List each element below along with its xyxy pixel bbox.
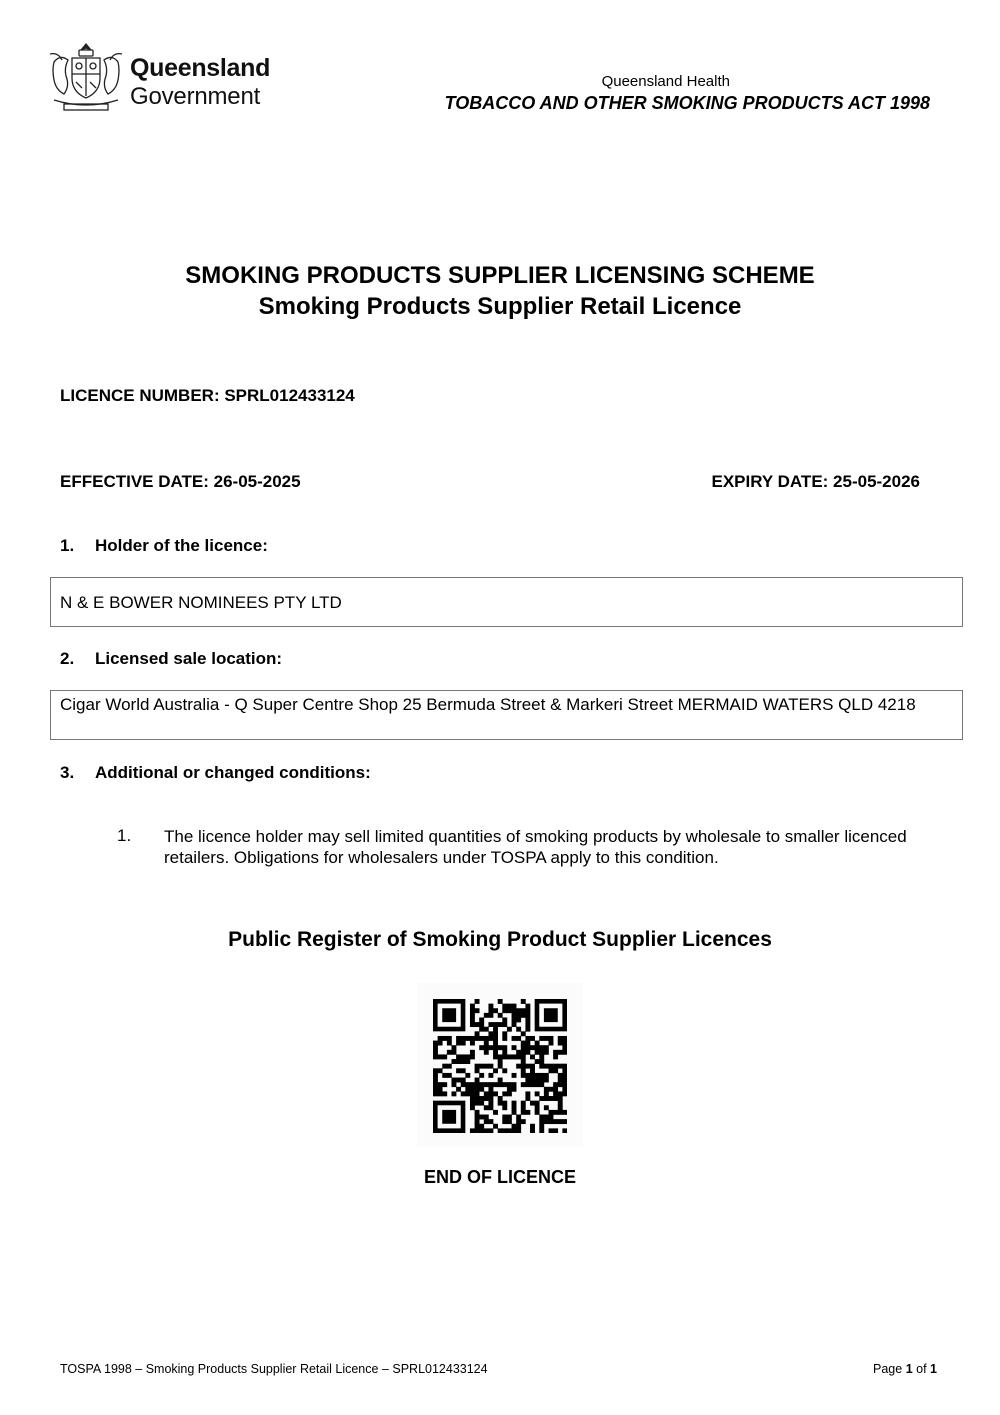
end-of-licence: END OF LICENCE bbox=[423, 1167, 576, 1187]
section-location-heading bbox=[60, 649, 282, 669]
section-conditions-heading bbox=[60, 763, 371, 783]
queensland-government-logo bbox=[46, 40, 276, 120]
section-heading: Licensed sale location: bbox=[95, 649, 283, 668]
section-holder-heading bbox=[60, 536, 268, 556]
act-title: TOBACCO AND OTHER SMOKING PRODUCTS ACT 1998 bbox=[444, 93, 930, 113]
public-register-title: Public Register of Smoking Product Supplier Licences bbox=[228, 928, 772, 951]
page-current: 1 bbox=[905, 1362, 913, 1376]
logo-text-government: Government bbox=[130, 83, 261, 110]
licence-holder-value: N & E BOWER NOMINEES PTY LTD bbox=[60, 592, 342, 612]
scheme-title: SMOKING PRODUCTS SUPPLIER LICENSING SCHEME bbox=[185, 262, 815, 289]
sale-location-box bbox=[50, 690, 963, 740]
section-heading: Additional or changed conditions: bbox=[95, 763, 371, 782]
expiry-date: EXPIRY DATE: 25-05-2026 bbox=[711, 472, 920, 491]
page-total: 1 bbox=[930, 1362, 937, 1376]
section-number: 2. bbox=[60, 649, 75, 668]
footer-page-number bbox=[873, 1362, 937, 1376]
effective-date: EFFECTIVE DATE: 26-05-2025 bbox=[60, 472, 301, 491]
footer-document-reference: TOSPA 1998 – Smoking Products Supplier Retail Licence – SPRL012433124 bbox=[60, 1362, 488, 1376]
section-heading: Holder of the licence: bbox=[95, 536, 268, 555]
section-number: 1. bbox=[60, 536, 75, 555]
licence-type-title: Smoking Products Supplier Retail Licence bbox=[258, 293, 742, 320]
logo-text-queensland: Queensland bbox=[130, 54, 271, 82]
department-name: Queensland Health bbox=[601, 73, 730, 90]
licence-number: LICENCE NUMBER: SPRL012433124 bbox=[60, 386, 355, 405]
condition-number: 1. bbox=[117, 826, 132, 845]
page-of: of bbox=[916, 1362, 927, 1376]
qr-code-icon[interactable] bbox=[433, 999, 567, 1133]
condition-text: The licence holder may sell limited quantities of smoking products by wholesale to smaller licenced retailers. Obligations for wholesalers under TOSPA apply to this condition. bbox=[164, 827, 907, 867]
coat-of-arms-icon bbox=[46, 40, 126, 116]
section-number: 3. bbox=[60, 763, 75, 782]
licence-holder-box bbox=[50, 577, 963, 627]
page-prefix: Page bbox=[873, 1362, 903, 1376]
sale-location-value: Cigar World Australia - Q Super Centre Shop 25 Bermuda Street & Markeri Street MERMAID WATERS QLD 4218 bbox=[60, 695, 916, 714]
qr-code-container[interactable] bbox=[417, 983, 583, 1147]
